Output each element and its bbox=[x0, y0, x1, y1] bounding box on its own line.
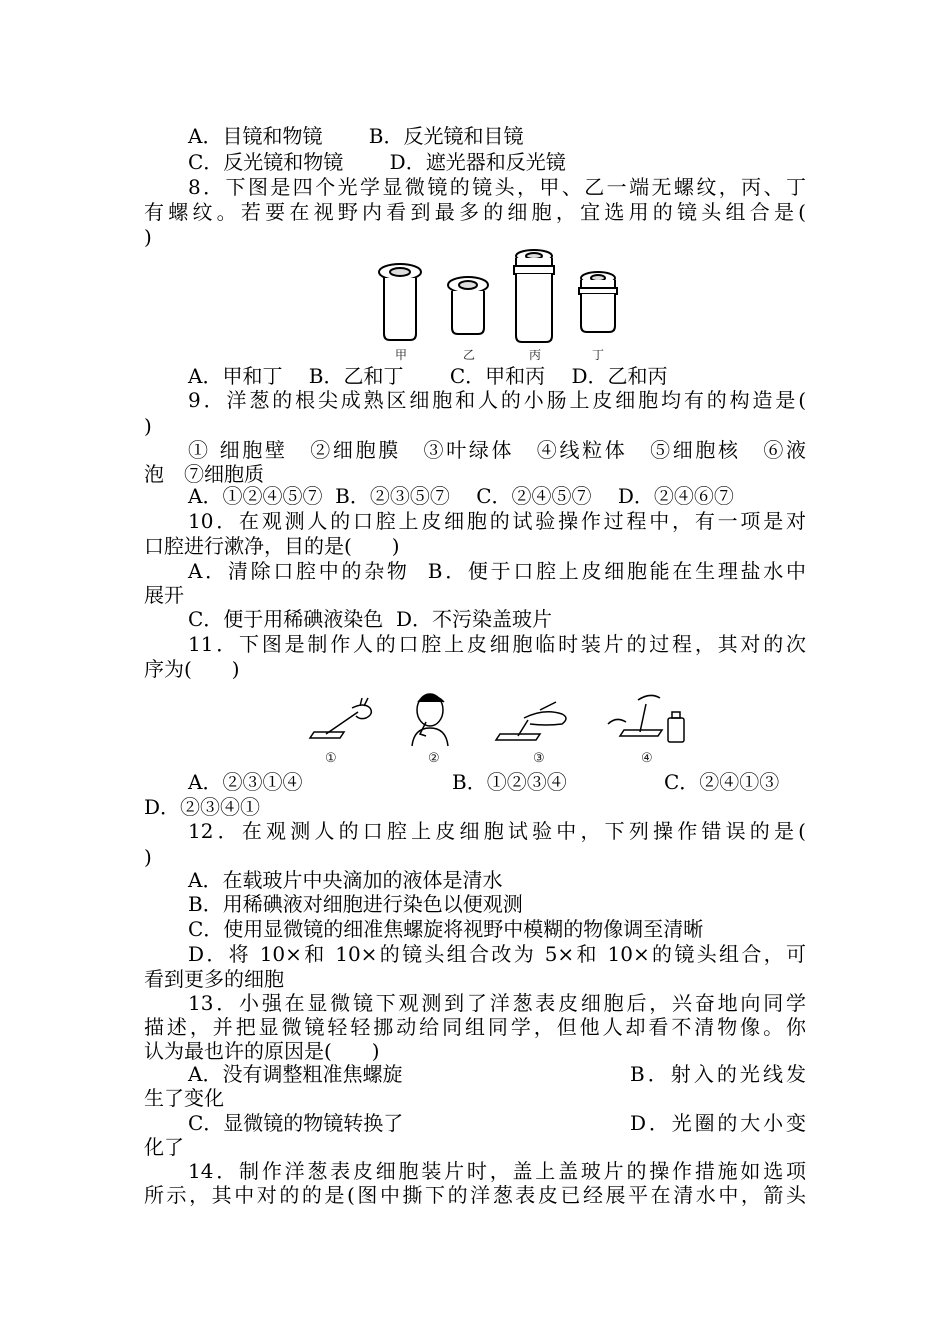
question-10-options-ab: A．清除口腔中的杂物 B．便于口腔上皮细胞能在生理盐水中 bbox=[188, 559, 806, 583]
question-12-option-b: B．用稀碘液对细胞进行染色以便观测 bbox=[188, 892, 523, 916]
question-11-option-c: C．②④①③ bbox=[664, 770, 780, 794]
lens-jia bbox=[379, 264, 421, 340]
steps-figure bbox=[300, 684, 700, 752]
question-8-text-cont: 有螺纹。若要在视野内看到最多的细胞，宜选用的镜头组合是( bbox=[144, 200, 806, 224]
question-8-paren: ) bbox=[144, 225, 152, 249]
question-13-text-end: 认为最也许的原因是( ) bbox=[144, 1039, 380, 1063]
question-11-option-b: B．①②③④ bbox=[452, 770, 567, 794]
step-4-drawing bbox=[608, 695, 684, 742]
step-label-1: ① bbox=[325, 751, 337, 766]
step-label-3: ③ bbox=[533, 751, 545, 766]
lens-ding bbox=[579, 272, 617, 332]
question-11-text: 11．下图是制作人的口腔上皮细胞临时装片的过程，其对的次 bbox=[188, 632, 806, 656]
question-13-option-b-cont: 生了变化 bbox=[144, 1086, 224, 1110]
question-9-options: A．①②④⑤⑦ B．②③⑤⑦ C．②④⑤⑦ D．②④⑥⑦ bbox=[188, 484, 734, 508]
question-12-option-a: A．在载玻片中央滴加的液体是清水 bbox=[188, 868, 503, 892]
step-label-4: ④ bbox=[641, 751, 653, 766]
lens-label-ding: 丁 bbox=[592, 348, 605, 362]
question-13-option-d-cont: 化了 bbox=[144, 1135, 184, 1159]
lens-label-bing: 丙 bbox=[529, 348, 542, 362]
step-2-drawing bbox=[412, 694, 448, 746]
question-9-items-cont: 泡 ⑦细胞质 bbox=[144, 462, 264, 486]
lens-bing bbox=[514, 250, 554, 342]
question-12-text: 12．在观测人的口腔上皮细胞试验中，下列操作错误的是( bbox=[188, 819, 806, 843]
question-12-option-d: D．将 10×和 10×的镜头组合改为 5×和 10×的镜头组合，可 bbox=[188, 942, 806, 966]
q7-options-row1: A．目镜和物镜 B．反光镜和目镜 bbox=[188, 124, 524, 148]
lens-yi bbox=[448, 277, 488, 334]
question-13-text-cont: 描述，并把显微镜轻轻挪动给同组同学，但他人却看不清物像。你 bbox=[144, 1015, 806, 1039]
question-9-items: ① 细胞壁 ②细胞膜 ③叶绿体 ④线粒体 ⑤细胞核 ⑥液 bbox=[188, 438, 806, 462]
question-10-text-cont: 口腔进行漱净，目的是( ) bbox=[144, 534, 400, 558]
question-13-option-b: B．射入的光线发 bbox=[630, 1062, 806, 1086]
question-11-option-a: A．②③①④ bbox=[188, 770, 303, 794]
q7-options-row2: C．反光镜和物镜 D．遮光器和反光镜 bbox=[188, 150, 566, 174]
question-13-text: 13．小强在显微镜下观测到了洋葱表皮细胞后，兴奋地向同学 bbox=[188, 991, 806, 1015]
question-13-option-a: A．没有调整粗准焦螺旋 bbox=[188, 1062, 403, 1086]
question-11-text-cont: 序为( ) bbox=[144, 657, 240, 681]
question-14-text-cont: 所示，其中对的的是(图中撕下的洋葱表皮已经展平在清水中，箭头 bbox=[144, 1183, 806, 1207]
question-12-paren: ) bbox=[144, 845, 152, 869]
question-12-option-c: C．使用显微镜的细准焦螺旋将视野中模糊的物像调至清晰 bbox=[188, 917, 704, 941]
question-13-option-c: C．显微镜的物镜转换了 bbox=[188, 1111, 404, 1135]
lens-figure bbox=[370, 248, 630, 348]
lens-label-yi: 乙 bbox=[463, 348, 476, 362]
lens-label-jia: 甲 bbox=[395, 348, 408, 362]
step-1-drawing bbox=[310, 698, 371, 738]
question-10-options-cd: C．便于用稀碘液染色 D．不污染盖玻片 bbox=[188, 607, 553, 631]
question-9-text: 9．洋葱的根尖成熟区细胞和人的小肠上皮细胞均有的构造是( bbox=[188, 388, 806, 412]
question-10-options-ab-cont: 展开 bbox=[144, 583, 184, 607]
question-8-options: A．甲和丁 B．乙和丁 C．甲和丙 D．乙和丙 bbox=[188, 364, 668, 388]
question-9-paren: ) bbox=[144, 414, 152, 438]
question-10-text: 10．在观测人的口腔上皮细胞的试验操作过程中，有一项是对 bbox=[188, 509, 806, 533]
step-3-drawing bbox=[496, 702, 566, 740]
question-12-option-d-cont: 看到更多的细胞 bbox=[144, 967, 284, 991]
question-11-option-d: D．②③④① bbox=[144, 795, 261, 819]
question-13-option-d: D．光圈的大小变 bbox=[630, 1111, 806, 1135]
question-14-text: 14．制作洋葱表皮细胞装片时，盖上盖玻片的操作措施如选项 bbox=[188, 1159, 806, 1183]
question-8-text: 8．下图是四个光学显微镜的镜头，甲、乙一端无螺纹，丙、丁 bbox=[188, 175, 806, 199]
step-label-2: ② bbox=[428, 751, 440, 766]
